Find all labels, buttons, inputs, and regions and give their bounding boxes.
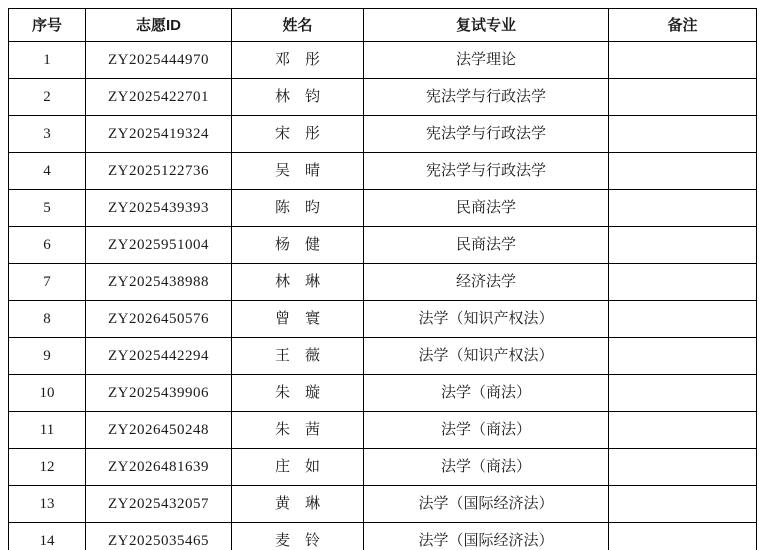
cell-remark xyxy=(609,523,757,550)
cell-remark xyxy=(609,412,757,449)
cell-id: ZY2025422701 xyxy=(86,79,232,116)
cell-no: 3 xyxy=(9,116,86,153)
cell-id: ZY2025419324 xyxy=(86,116,232,153)
table-row xyxy=(9,301,757,338)
cell-name: 陈 昀 xyxy=(232,190,364,227)
table-body xyxy=(9,42,757,550)
cell-id: ZY2026450248 xyxy=(86,412,232,449)
table-row xyxy=(9,264,757,301)
cell-name: 吴 晴 xyxy=(232,153,364,190)
cell-no: 5 xyxy=(9,190,86,227)
table-row xyxy=(9,79,757,116)
cell-id: ZY2026450576 xyxy=(86,301,232,338)
table-row xyxy=(9,42,757,79)
cell-major: 法学（国际经济法） xyxy=(364,486,609,523)
table-row xyxy=(9,190,757,227)
cell-major: 法学（商法） xyxy=(364,375,609,412)
cell-major: 法学（知识产权法） xyxy=(364,301,609,338)
interview-roster-table xyxy=(8,8,757,550)
cell-remark xyxy=(609,190,757,227)
cell-id: ZY2025442294 xyxy=(86,338,232,375)
col-header-name: 姓名 xyxy=(232,9,364,42)
table-row xyxy=(9,449,757,486)
cell-no: 10 xyxy=(9,375,86,412)
table-row xyxy=(9,116,757,153)
table-row xyxy=(9,486,757,523)
table-row xyxy=(9,375,757,412)
cell-major: 经济法学 xyxy=(364,264,609,301)
cell-no: 8 xyxy=(9,301,86,338)
cell-no: 2 xyxy=(9,79,86,116)
cell-name: 杨 健 xyxy=(232,227,364,264)
cell-remark xyxy=(609,486,757,523)
table-row xyxy=(9,412,757,449)
cell-major: 宪法学与行政法学 xyxy=(364,153,609,190)
cell-name: 麦 铃 xyxy=(232,523,364,550)
cell-id: ZY2025438988 xyxy=(86,264,232,301)
cell-name: 庄 如 xyxy=(232,449,364,486)
cell-no: 4 xyxy=(9,153,86,190)
col-header-no: 序号 xyxy=(9,9,86,42)
cell-remark xyxy=(609,79,757,116)
cell-no: 13 xyxy=(9,486,86,523)
cell-name: 黄 琳 xyxy=(232,486,364,523)
cell-major: 宪法学与行政法学 xyxy=(364,79,609,116)
cell-name: 朱 茜 xyxy=(232,412,364,449)
cell-remark xyxy=(609,264,757,301)
cell-major: 法学（知识产权法） xyxy=(364,338,609,375)
table-row xyxy=(9,153,757,190)
cell-name: 林 琳 xyxy=(232,264,364,301)
cell-id: ZY2025122736 xyxy=(86,153,232,190)
table-header-row xyxy=(9,9,757,42)
cell-id: ZY2025439906 xyxy=(86,375,232,412)
cell-remark xyxy=(609,42,757,79)
cell-no: 14 xyxy=(9,523,86,550)
cell-id: ZY2025951004 xyxy=(86,227,232,264)
col-header-id: 志愿ID xyxy=(86,9,232,42)
cell-id: ZY2025439393 xyxy=(86,190,232,227)
cell-major: 法学（商法） xyxy=(364,412,609,449)
cell-no: 12 xyxy=(9,449,86,486)
cell-no: 11 xyxy=(9,412,86,449)
table-row xyxy=(9,338,757,375)
cell-no: 6 xyxy=(9,227,86,264)
cell-major: 法学理论 xyxy=(364,42,609,79)
cell-remark xyxy=(609,227,757,264)
cell-remark xyxy=(609,449,757,486)
cell-remark xyxy=(609,375,757,412)
table-row xyxy=(9,227,757,264)
cell-remark xyxy=(609,153,757,190)
cell-name: 邓 彤 xyxy=(232,42,364,79)
cell-major: 宪法学与行政法学 xyxy=(364,116,609,153)
cell-id: ZY2026481639 xyxy=(86,449,232,486)
cell-major: 民商法学 xyxy=(364,190,609,227)
cell-major: 法学（商法） xyxy=(364,449,609,486)
cell-major: 民商法学 xyxy=(364,227,609,264)
cell-name: 王 薇 xyxy=(232,338,364,375)
cell-major: 法学（国际经济法） xyxy=(364,523,609,550)
cell-id: ZY2025035465 xyxy=(86,523,232,550)
col-header-remark: 备注 xyxy=(609,9,757,42)
cell-name: 宋 彤 xyxy=(232,116,364,153)
cell-name: 曾 寰 xyxy=(232,301,364,338)
cell-remark xyxy=(609,338,757,375)
cell-no: 7 xyxy=(9,264,86,301)
cell-remark xyxy=(609,116,757,153)
cell-name: 朱 璇 xyxy=(232,375,364,412)
cell-remark xyxy=(609,301,757,338)
cell-id: ZY2025444970 xyxy=(86,42,232,79)
table-row xyxy=(9,523,757,550)
cell-no: 1 xyxy=(9,42,86,79)
cell-no: 9 xyxy=(9,338,86,375)
cell-name: 林 钧 xyxy=(232,79,364,116)
cell-id: ZY2025432057 xyxy=(86,486,232,523)
col-header-major: 复试专业 xyxy=(364,9,609,42)
